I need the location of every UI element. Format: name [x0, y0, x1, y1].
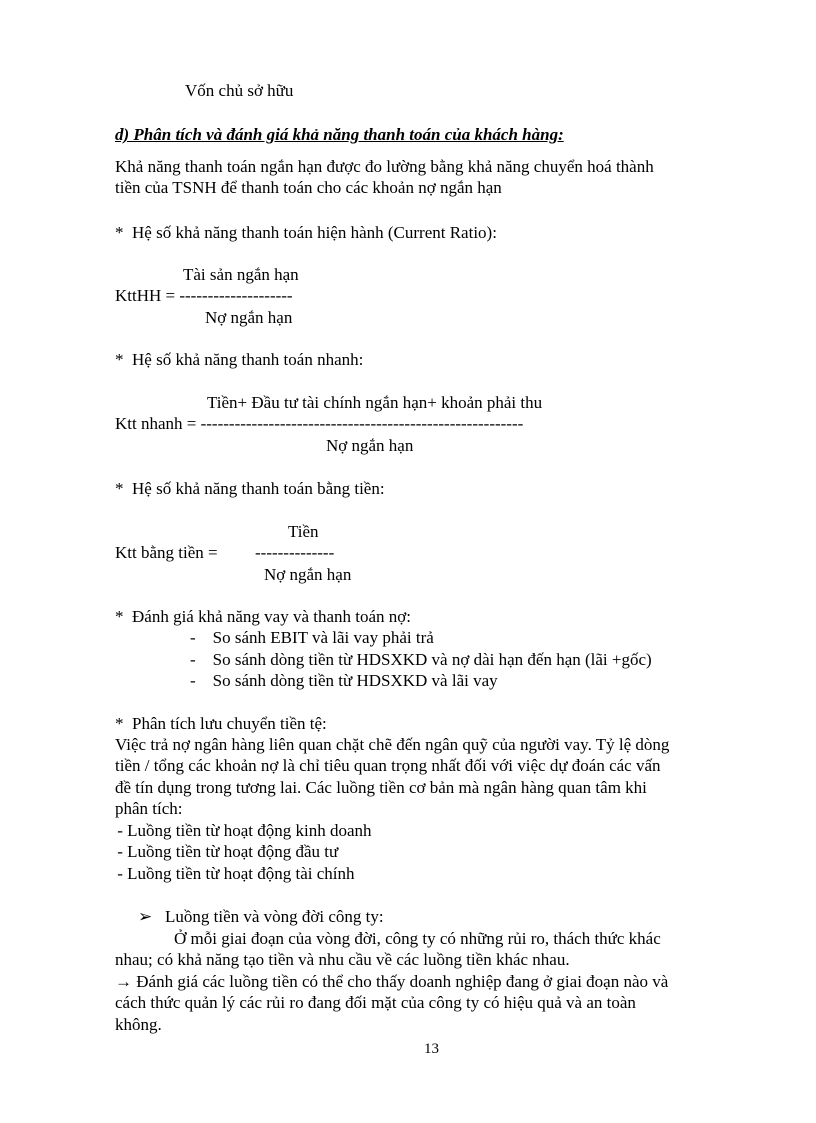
quick-ratio-denominator: Nợ ngắn hạn — [326, 436, 414, 455]
lifecycle-title: Luồng tiền và vòng đời công ty: — [165, 907, 384, 926]
page-number: 13 — [424, 1041, 439, 1057]
intro-line: Khả năng thanh toán ngắn hạn được đo lường bằng khả năng chuyển hoá thành — [115, 157, 654, 176]
cash-ratio-numerator: Tiền — [288, 522, 319, 541]
current-ratio-title: * Hệ số khả năng thanh toán hiện hành (Current Ratio): — [115, 223, 497, 242]
current-ratio-numerator: Tài sản ngắn hạn — [183, 265, 299, 284]
cash-ratio-title: * Hệ số khả năng thanh toán bằng tiền: — [115, 479, 385, 498]
quick-ratio-title: * Hệ số khả năng thanh toán nhanh: — [115, 350, 364, 369]
paragraph-line: → Đánh giá các luồng tiền có thể cho thấy doanh nghiệp đang ở giai đoạn nào và — [115, 972, 669, 991]
list-item: - So sánh EBIT và lãi vay phải trả — [190, 628, 434, 647]
paragraph-line: phân tích: — [115, 799, 183, 818]
current-ratio-denominator: Nợ ngắn hạn — [205, 308, 293, 327]
cashflow-title: * Phân tích lưu chuyển tiền tệ: — [115, 714, 327, 733]
cash-ratio-denominator: Nợ ngắn hạn — [264, 565, 352, 584]
section-heading: d) Phân tích và đánh giá khả năng thanh toán của khách hàng: — [115, 125, 564, 144]
paragraph-line: không. — [115, 1015, 162, 1034]
list-item: - Luồng tiền từ hoạt động tài chính — [113, 864, 355, 883]
quick-ratio-formula: Ktt nhanh = --------------------------------------------------------- — [115, 414, 524, 433]
quick-ratio-numerator: Tiền+ Đầu tư tài chính ngắn hạn+ khoản phải thu — [207, 393, 543, 412]
paragraph-line: tiền / tổng các khoản nợ là chỉ tiêu quan trọng nhất đối với việc dự đoán các vấn — [115, 756, 661, 775]
current-ratio-formula: KttHH = -------------------- — [115, 286, 293, 305]
paragraph-line: Việc trả nợ ngân hàng liên quan chặt chẽ đến ngân quỹ của người vay. Tỷ lệ dòng — [115, 735, 670, 754]
paragraph-line: cách thức quản lý các rủi ro đang đối mặt của công ty có hiệu quả và an toàn — [115, 993, 636, 1012]
paragraph-line: Ở mỗi giai đoạn của vòng đời, công ty có những rủi ro, thách thức khác — [174, 929, 661, 948]
cash-ratio-label: Ktt bằng tiền = — [115, 543, 218, 562]
list-item: - So sánh dòng tiền từ HDSXKD và nợ dài hạn đến hạn (lãi +gốc) — [190, 650, 652, 669]
intro-line: tiền của TSNH để thanh toán cho các khoản nợ ngắn hạn — [115, 178, 502, 197]
paragraph-line: đề tín dụng trong tương lai. Các luồng tiền cơ bản mà ngân hàng quan tâm khi — [115, 778, 647, 797]
debt-eval-title: * Đánh giá khả năng vay và thanh toán nợ: — [115, 607, 412, 626]
cash-ratio-bar: -------------- — [255, 543, 335, 562]
list-item: - Luồng tiền từ hoạt động đầu tư — [113, 842, 339, 861]
arrow-bullet-icon: ➢ — [138, 907, 153, 926]
list-item: - Luồng tiền từ hoạt động kinh doanh — [113, 821, 372, 840]
list-item: - So sánh dòng tiền từ HDSXKD và lãi vay — [190, 671, 498, 690]
top-line: Vốn chủ sở hữu — [185, 81, 294, 100]
paragraph-line: nhau; có khả năng tạo tiền và nhu cầu về các luồng tiền khác nhau. — [115, 950, 570, 969]
